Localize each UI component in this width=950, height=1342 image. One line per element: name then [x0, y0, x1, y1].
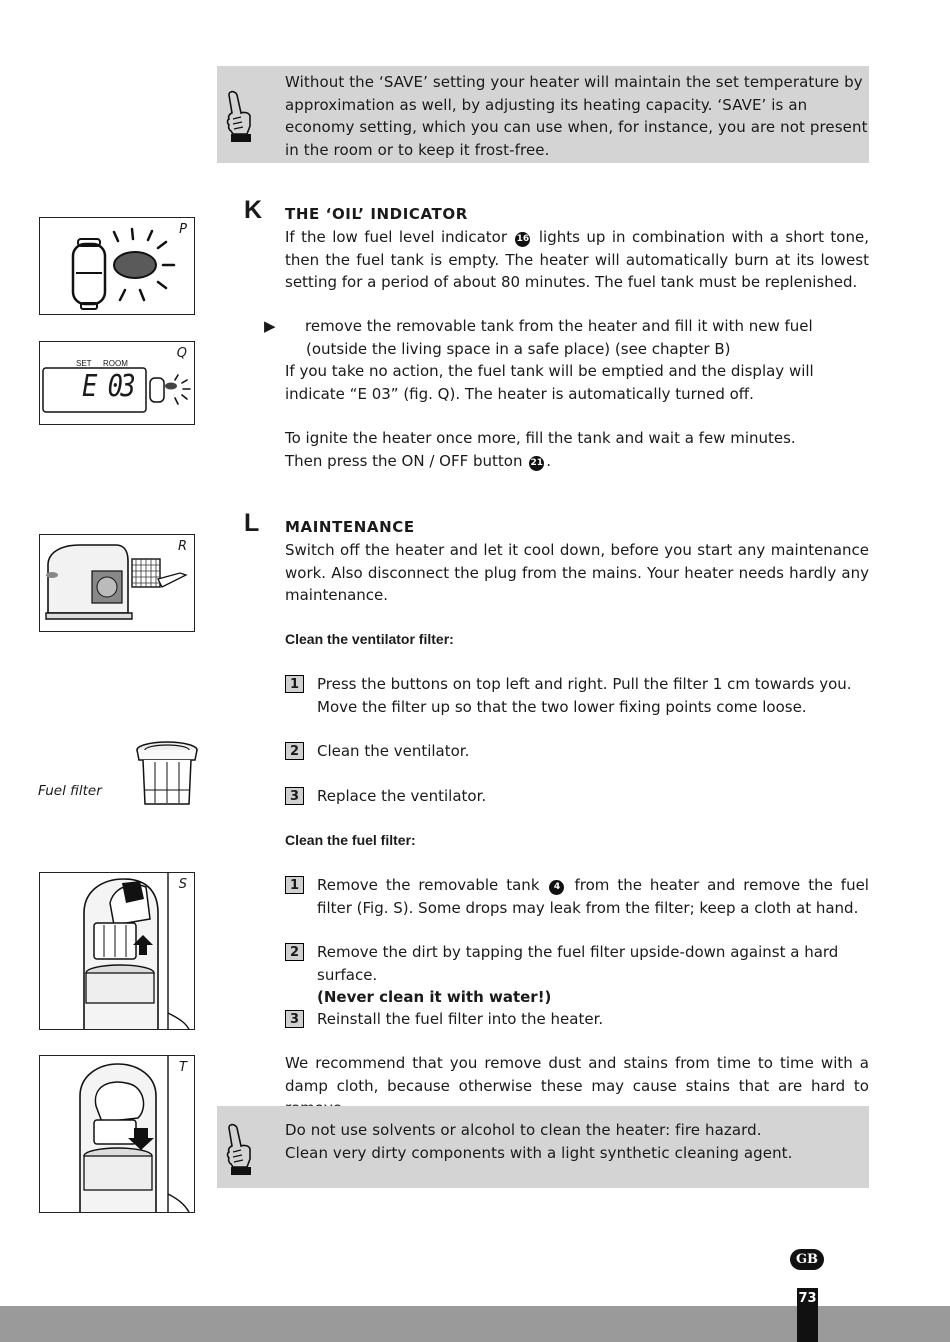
- fuel-step-2-text: Remove the dirt by tapping the fuel filter upside-down against a hard surface.: [317, 943, 839, 984]
- figure-p-oil-indicator: [39, 217, 195, 315]
- fuel-step-2: [285, 941, 869, 1009]
- remove-fuel-filter-illustration: [40, 873, 195, 1030]
- ventilator-step-2: [285, 740, 869, 763]
- step-number: 2: [285, 943, 304, 961]
- note-solvents-line-2: Clean very dirty components with a light synthetic cleaning agent.: [285, 1143, 793, 1162]
- recommend-text: We recommend that you remove dust and stains from time to time with a damp cloth, because otherwise these may cause stains that are hard to: [285, 1054, 869, 1095]
- step-number: 2: [285, 742, 304, 760]
- fuel-filter-illustration: [133, 738, 201, 810]
- ref-16-icon: 16: [515, 232, 530, 247]
- display-set-label: SET: [76, 359, 92, 368]
- ventilator-step-1: [285, 673, 869, 718]
- note-save-text: Without the ‘SAVE’ setting your heater will maintain the set temperature by approximation as well, by adjusting its heating capacity. ‘SAVE’ is an economy setting, which you can use when, for instance, you are not present in the room or to keep it frost-free.: [285, 73, 868, 159]
- ref-21-icon: 21: [529, 456, 544, 471]
- oil-indicator-light-icon: [40, 218, 195, 315]
- step-number: 3: [285, 1010, 304, 1028]
- fuel-step-2-warning: (Never clean it with water!): [317, 988, 552, 1006]
- ventilator-filter-title: Clean the ventilator filter:: [285, 631, 454, 647]
- figure-q-display: [39, 341, 195, 425]
- section-letter-k: K: [244, 196, 263, 224]
- oil-text-b: lights up in combination with a short tone, then the fuel tank is empty. The heater will automatically burn at its lowest setting for a period of about 80 minutes. The fuel tank must be replenished.: [285, 228, 869, 291]
- maintenance-intro: [285, 539, 869, 607]
- pointing-hand-icon: [225, 88, 253, 144]
- ventilator-step-3: [285, 785, 869, 808]
- reignite-line-2b: .: [546, 451, 552, 470]
- heater-ventilator-illustration: [40, 535, 195, 632]
- section-letter-l: L: [244, 509, 260, 537]
- reignite-line-2a: Then press the ON / OFF button: [285, 451, 523, 470]
- step-text: Press the buttons on top left and right. Pull the filter 1 cm towards you. Move the filter up so that the two lower fixing points come loose.: [317, 675, 852, 716]
- oil-indicator-paragraph: [285, 226, 869, 294]
- figure-q-label: Q: [176, 346, 187, 361]
- fuel-step-3: [285, 1008, 869, 1031]
- step-number: 3: [285, 787, 304, 805]
- oil-bullet-text: remove the removable tank from the heater and fill it with new fuel (outside the living space in a safe place) (see chapter B): [305, 317, 813, 358]
- figure-r-label: R: [177, 539, 187, 554]
- reignite-paragraph: [285, 427, 869, 472]
- step-text: Clean the ventilator.: [317, 742, 470, 760]
- oil-text-a: If the low fuel level indicator: [285, 228, 507, 246]
- bullet-arrow-icon: ▶: [264, 317, 276, 335]
- figure-t-reinstall-filter: [39, 1055, 195, 1213]
- section-heading-oil-indicator: THE ‘OIL’ INDICATOR: [285, 205, 468, 223]
- reignite-line-1: To ignite the heater once more, fill the tank and wait a few minutes.: [285, 429, 796, 447]
- figure-p-label: P: [179, 222, 187, 237]
- maintenance-intro-text: Switch off the heater and let it cool down, before you start any maintenance work. Also disconnect the plug from the mains. Your heater needs hardly any maintenance.: [285, 541, 869, 604]
- fuel-step-3-text: Reinstall the fuel filter into the heater.: [317, 1010, 604, 1028]
- oil-bullet: [264, 315, 869, 405]
- step-number: 1: [285, 876, 304, 894]
- note-solvents-line-1: Do not use solvents or alcohol to clean the heater: fire hazard.: [285, 1121, 762, 1139]
- fuel-step-1: [285, 874, 869, 919]
- display-room-label: ROOM: [103, 359, 128, 368]
- page-number: 73: [797, 1288, 818, 1342]
- note-box-solvents: [217, 1106, 869, 1188]
- fuel-step-1-b: from the heater and remove the fuel filter (Fig. S). Some drops may leak from the filter; keep a cloth at hand.: [317, 876, 869, 917]
- ref-4-icon: 4: [549, 880, 564, 895]
- section-heading-maintenance: MAINTENANCE: [285, 518, 415, 536]
- language-badge: GB: [790, 1249, 824, 1270]
- fuel-filter-caption: Fuel filter: [38, 783, 102, 799]
- figure-s-remove-filter: [39, 872, 195, 1030]
- note-box-save: [217, 66, 869, 163]
- fuel-tank-small-icon: [40, 342, 195, 425]
- pointing-hand-icon: [225, 1121, 253, 1177]
- fuel-step-1-a: Remove the removable tank: [317, 876, 540, 894]
- figure-t-label: T: [179, 1060, 187, 1075]
- figure-r-ventilator: [39, 534, 195, 632]
- reinstall-fuel-filter-illustration: [40, 1056, 195, 1213]
- fuel-filter-title: Clean the fuel filter:: [285, 832, 416, 848]
- figure-s-label: S: [178, 877, 187, 892]
- oil-no-action-text: If you take no action, the fuel tank will be emptied and the display will indicate “E 03” (fig. Q). The heater is automatically turned off.: [285, 362, 814, 403]
- display-error-code: E 03: [82, 369, 134, 404]
- step-text: Replace the ventilator.: [317, 787, 487, 805]
- step-number: 1: [285, 675, 304, 693]
